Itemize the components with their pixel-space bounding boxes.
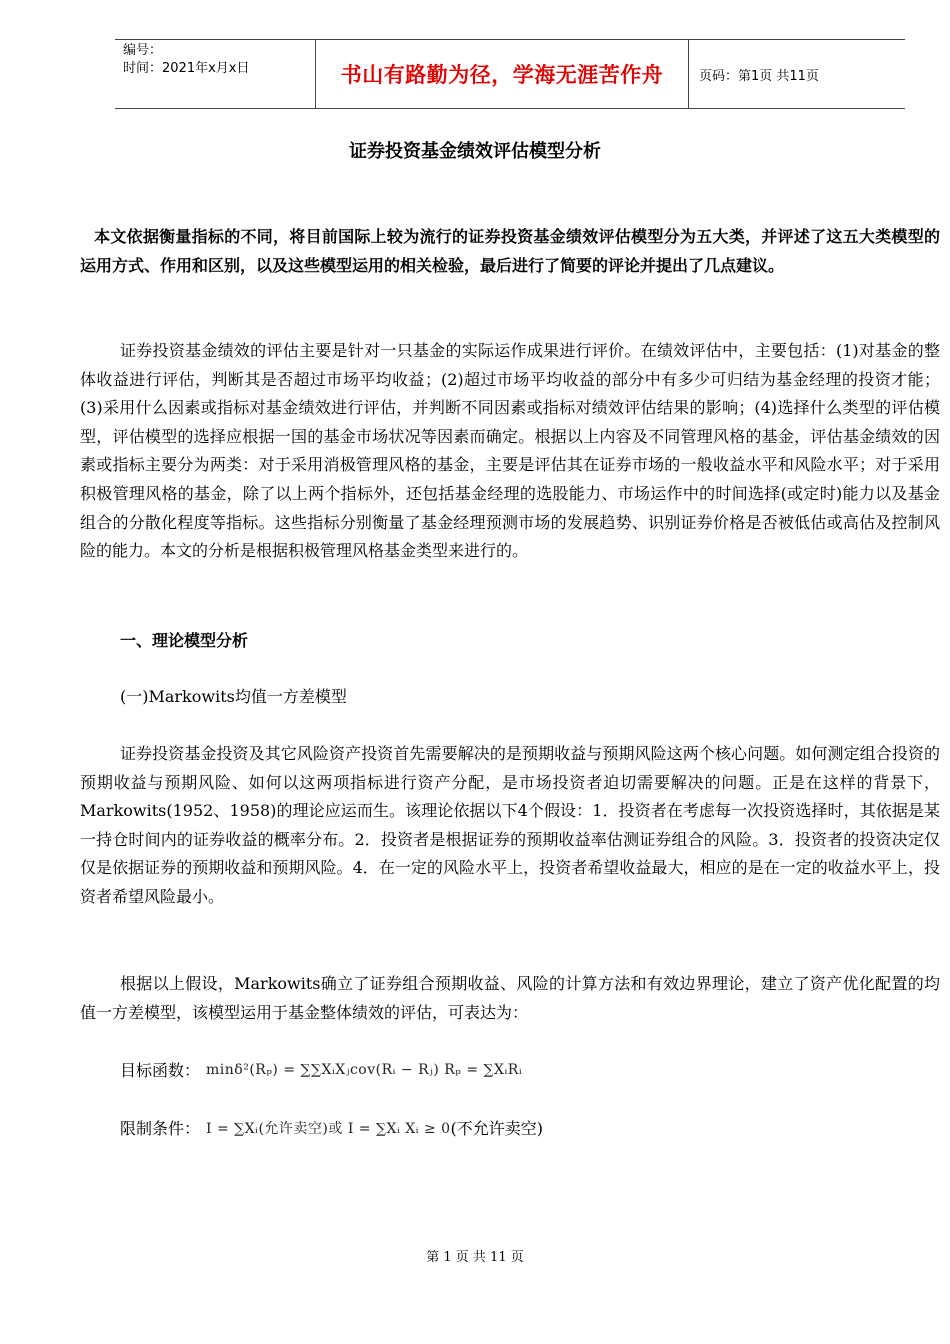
number-label: 编号： [123, 43, 163, 58]
document-title: 证券投资基金绩效评估模型分析 [349, 141, 601, 162]
header-motto: 书山有路勤为径，学海无涯苦作舟 [316, 40, 689, 108]
time-label: 时间：2021年x月x日 [123, 61, 250, 76]
subsection-heading: (一)Markowits均值一方差模型 [120, 687, 347, 706]
page-footer: 第 1 页 共 11 页 [426, 1250, 524, 1265]
section-heading: 一、理论模型分析 [120, 631, 249, 650]
markowitz-paragraph-1: 证券投资基金投资及其它风险资产投资首先需要解决的是预期收益与预期风险这两个核心问题。如何测定组合投资的预期收益与预期风险、如何以这两项指标进行资产分配，是市场投资者迫切需要解决的问题。正是在这样的背景下，Markowits(1952、1958)的理论应运而生。该理论依据以下4个假设：1．投资者在考虑每一次投资选择时，其依据是某一持仓时间内的证券收益的概率分布。2．投资者是根据证券的预期收益率估测证券组合的风险。3．投资者的投资决定仅仅是依据证券的预期收益和预期风险。4．在一定的风险水平上，投资者希望收益最大，相应的是在一定的收益水平上，投资者希望风险最小。 [80, 744, 940, 906]
constraint-label: 限制条件： [120, 1119, 201, 1138]
constraint-suffix: (不允许卖空) [450, 1119, 544, 1138]
objective-function [120, 1058, 522, 1081]
markowitz-paragraph-2: 根据以上假设，Markowits确立了证券组合预期收益、风险的计算方法和有效边界理论，建立了资产优化配置的均值一方差模型，该模型运用于基金整体绩效的评估，可表达为： [80, 974, 940, 1022]
objective-formula: minδ²(Rₚ) = ∑∑XᵢXⱼcov(Rᵢ − Rⱼ) Rₚ = ∑XᵢRᵢ [206, 1061, 523, 1078]
abstract-paragraph: 本文依据衡量指标的不同，将目前国际上较为流行的证券投资基金绩效评估模型分为五大类，并评述了这五大类模型的运用方式、作用和区别，以及这些模型运用的相关检验，最后进行了简要的评论并提出了几点建议。 [80, 227, 940, 275]
intro-paragraph: 证券投资基金绩效的评估主要是针对一只基金的实际运作成果进行评价。在绩效评估中，主要包括：(1)对基金的整体收益进行评估，判断其是否超过市场平均收益；(2)超过市场平均收益的部分中有多少可归结为基金经理的投资才能；(3)采用什么因素或指标对基金绩效进行评估，并判断不同因素或指标对绩效评估结果的影响；(4)选择什么类型的评估模型，评估模型的选择应根据一国的基金市场状况等因素而确定。根据以上内容及不同管理风格的基金，评估基金绩效的因素或指标主要分为两类：对于采用消极管理风格的基金，主要是评估其在证券市场的一般收益水平和风险水平；对于采用积极管理风格的基金，除了以上两个指标外，还包括基金经理的选股能力、市场运作中的时间选择(或定时)能力以及基金组合的分散化程度等指标。这些指标分别衡量了基金经理预测市场的发展趋势、识别证券价格是否被低估或高估及控制风险的能力。本文的分析是根据积极管理风格基金类型来进行的。 [80, 341, 940, 561]
objective-label: 目标函数： [120, 1061, 201, 1080]
header-table [115, 39, 905, 109]
constraint-formula: I = ∑Xᵢ(允许卖空)或 I = ∑Xᵢ Xᵢ ≥ 0 [206, 1120, 451, 1137]
header-meta-cell [115, 40, 316, 108]
constraint-condition [120, 1116, 543, 1139]
header-page-info: 页码：第1页 共11页 [699, 68, 819, 84]
